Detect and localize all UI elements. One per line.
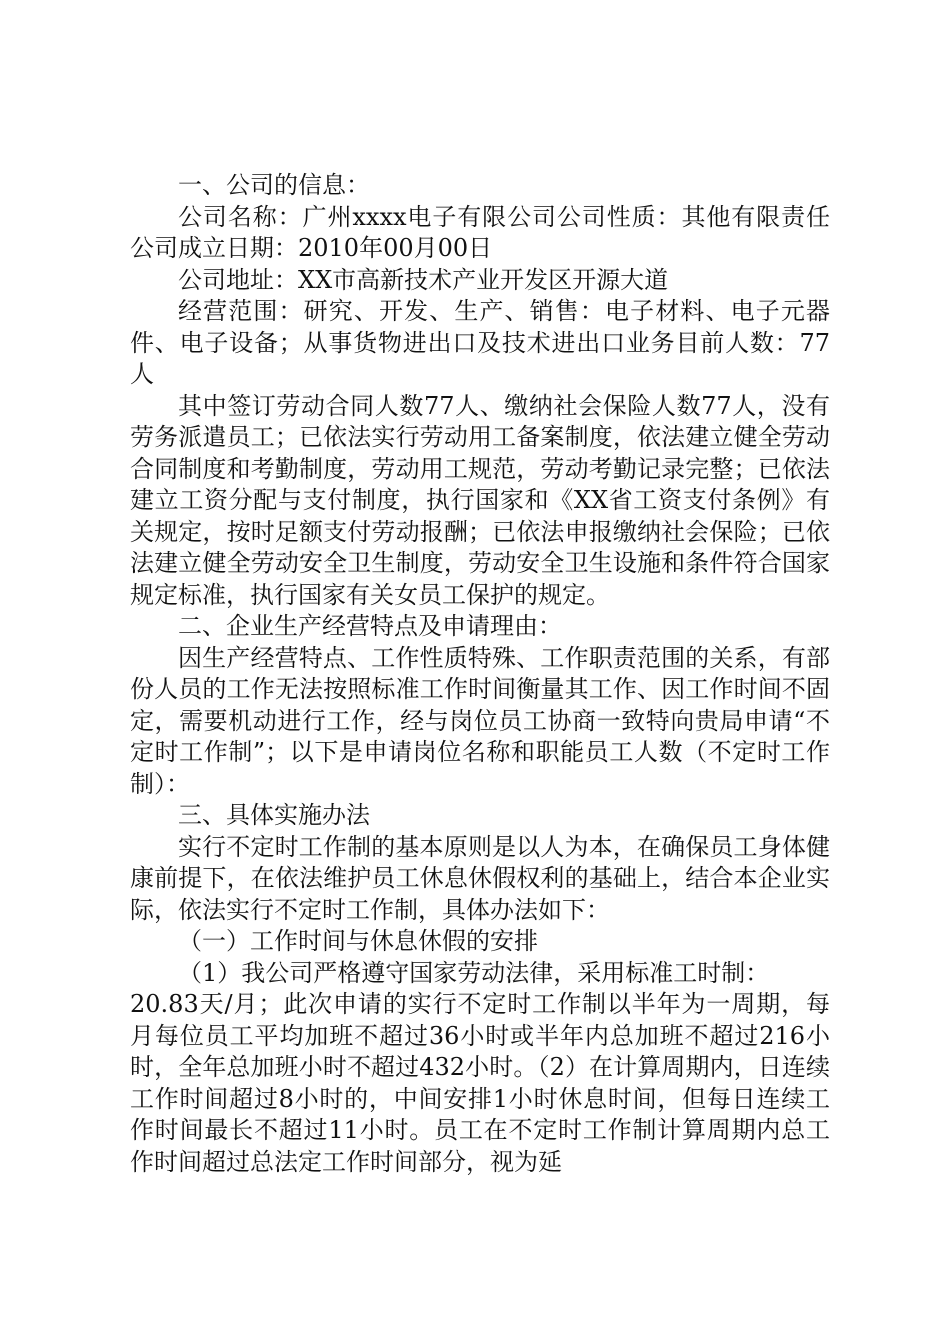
section-heading-company-info: 一、公司的信息： xyxy=(178,171,370,199)
paragraph-standard-hours: （1）我公司严格遵守国家劳动法律，采用标准工时制： xyxy=(178,958,770,987)
document-body xyxy=(130,170,830,1178)
paragraph-basic-principle: 实行不定时工作制的基本原则是以人为本，在确保员工身体健康前提下，在依法维护员工休息休假权利的基础上，结合本企业实际，依法实行不定时工作制，具体办法如下： xyxy=(130,832,830,924)
section-heading-implementation: 三、具体实施办法 xyxy=(178,801,370,829)
paragraph-labor-compliance: 其中签订劳动合同人数77人、缴纳社会保险人数77人，没有劳务派遣员工；已依法实行劳动用工备案制度，依法建立健全劳动合同制度和考勤制度，劳动用工规范，劳动考勤记录完整；已依法建立工资分配与支付制度，执行国家和《XX省工资支付条例》有关规定，按时足额支付劳动报酬；已依法申报缴纳社会保险；已依法建立健全劳动安全卫生制度，劳动安全卫生设施和条件符合国家规定标准，执行国家有关女员工保护的规定。 xyxy=(130,391,830,609)
paragraph-business-scope: 经营范围：研究、开发、生产、销售：电子材料、电子元器件、电子设备；从事货物进出口及技术进出口业务目前人数：77人 xyxy=(130,297,830,388)
paragraph-company-name: 公司名称：广州xxxx电子有限公司公司性质：其他有限责任公司成立日期：2010年00月00日 xyxy=(130,202,830,262)
paragraph-application-reason: 因生产经营特点、工作性质特殊、工作职责范围的关系，有部份人员的工作无法按照标准工作时间衡量其工作、因工作时间不固定，需要机动进行工作，经与岗位员工协商一致特向贵局申请“不定时工作制”；以下是申请岗位名称和职能员工人数（不定时工作制）： xyxy=(130,643,830,798)
paragraph-company-address: 公司地址：XX市高新技术产业开发区开源大道 xyxy=(178,265,669,294)
section-heading-business-features: 二、企业生产经营特点及申请理由： xyxy=(178,612,562,640)
paragraph-overtime-rules: 20.83天/月；此次申请的实行不定时工作制以半年为一周期，每月每位员工平均加班不超过36小时或半年内总加班不超过216小时，全年总加班小时不超过432小时。（2）在计算周期内，日连续工作时间超过8小时的，中间安排1小时休息时间，但每日连续工作时间最长不超过11小时。员工在不定时工作制计算周期内总工作时间超过总法定工作时间部分，视为延 xyxy=(130,990,830,1176)
subheading-work-rest-arrangement: （一）工作时间与休息休假的安排 xyxy=(178,927,538,955)
